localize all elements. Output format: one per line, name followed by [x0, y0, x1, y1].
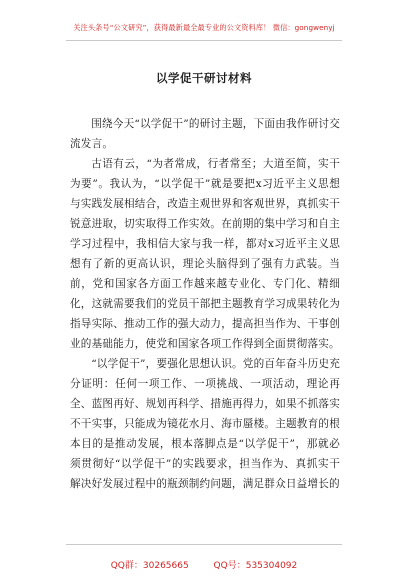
paragraph-main: 古语有云，“为者常成，行者常至；大道至简，实干为要”。我认为，“以学促干”就是要把x习近平主义思想与实践发展相结合，改造主观世界和客观世界，真抓实干锐意进取，切实取得工作实效。在前期的集中学习和自主学习过程中，我相信大家与我一样，都对x习近平主义思想有了新的更高认识，理论头脑得到了强有力武装。当前，党和国家各方面工作越来越专业化、专门化、精细化，这就需要我们的党员干部把主题教育学习成果转化为指导实际、推动工作的强大动力，提高担当作为、干事创业的基础能力，使党和国家各项工作得到全面贯彻落实。 — [70, 158, 340, 350]
paragraph-intro: 围绕今天“以学促干”的研讨主题，下面由我作研讨交流发言。 — [70, 118, 340, 150]
document-title: 以学促干研讨材料 — [156, 71, 252, 85]
header-banner: 关注头条号“公文研究”，获得最新最全最专业的公文资料库！ 微信：gongwenyj — [73, 23, 335, 32]
header-divider — [66, 40, 342, 41]
footer-contact: QQ群：30265665 QQ号：535304092 — [110, 561, 298, 571]
document-body — [70, 114, 340, 494]
paragraph-understanding: “以学促干”，要强化思想认识。党的百年奋斗历史充分证明：任何一项工作、一项挑战、一项活动，理论再全、蓝图再好、规划再科学、措施再得力，如果不抓落实不干实事，只能成为镜花水月、海市蜃楼。主题教育的根本目的是推动发展，根本落脚点是“以学促干”，那就必须贯彻好“以学促干”的实践要求，担当作为、真抓实干解决好发展过程中的瓶颈制约问题，满足群众日益增长的 — [70, 358, 340, 490]
footer-divider — [66, 544, 342, 545]
